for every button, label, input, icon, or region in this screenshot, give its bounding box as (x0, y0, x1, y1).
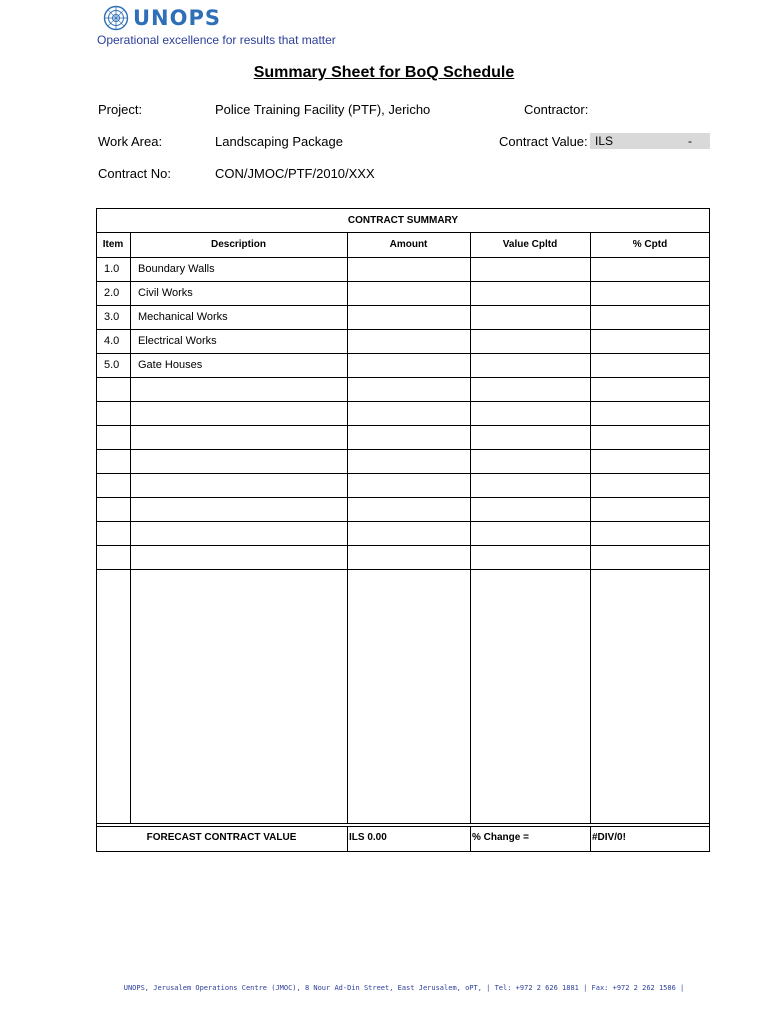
grid-line (347, 232, 348, 823)
change-value: #DIV/0! (592, 832, 626, 843)
header-value-cpltd: Value Cpltd (502, 239, 558, 250)
grid-line (96, 425, 710, 426)
row-5-description: Gate Houses (138, 359, 203, 371)
contract-no-value: CON/JMOC/PTF/2010/XXX (215, 166, 375, 181)
grid-line (590, 232, 591, 823)
unops-logo (103, 5, 221, 31)
row-2-description: Civil Works (138, 287, 193, 299)
grid-line (96, 521, 710, 522)
forecast-amount: ILS 0.00 (349, 832, 387, 843)
contract-no-label: Contract No: (98, 166, 171, 181)
table-title: CONTRACT SUMMARY (347, 215, 459, 226)
header-item: Item (102, 239, 124, 250)
grid-line (96, 569, 710, 570)
forecast-label: FORECAST CONTRACT VALUE (146, 832, 297, 843)
grid-line (470, 232, 471, 823)
grid-line (470, 826, 471, 852)
project-value: Police Training Facility (PTF), Jericho (215, 102, 431, 117)
row-4-item: 4.0 (104, 335, 120, 347)
change-label: % Change = (472, 832, 529, 843)
grid-line (96, 401, 710, 402)
contractor-label: Contractor: (524, 102, 589, 117)
row-2-item: 2.0 (104, 287, 120, 299)
row-3-item: 3.0 (104, 311, 120, 323)
grid-line (96, 377, 710, 378)
work-area-value: Landscaping Package (215, 134, 343, 149)
row-3-description: Mechanical Works (138, 311, 228, 323)
un-emblem-icon (103, 5, 129, 31)
work-area-label: Work Area: (98, 134, 163, 149)
tagline: Operational excellence for results that matter (97, 33, 336, 47)
contract-value-amount: - (688, 134, 692, 148)
header-description: Description (210, 239, 266, 250)
grid-line (96, 823, 710, 824)
contract-value-currency: ILS (595, 134, 614, 148)
row-4-description: Electrical Works (138, 335, 217, 347)
page-title: Summary Sheet for BoQ Schedule (253, 64, 515, 81)
grid-line (96, 473, 710, 474)
header-pct-cptd: % Cptd (632, 239, 668, 250)
contract-value-label: Contract Value: (499, 134, 588, 149)
row-5-item: 5.0 (104, 359, 120, 371)
logo-wordmark: UNOPS (133, 6, 221, 30)
header-amount: Amount (389, 239, 428, 250)
page-footer: UNOPS, Jerusalem Operations Centre (JMOC), 8 Nour Ad-Din Street, East Jerusalem, oPT, | Tel: +972 2 626 1881 | Fax: +972 2 262 1586 | (123, 984, 685, 992)
grid-line (96, 449, 710, 450)
row-1-description: Boundary Walls (138, 263, 215, 275)
grid-line (130, 232, 131, 823)
grid-line (347, 826, 348, 852)
grid-line (590, 826, 591, 852)
grid-line (96, 545, 710, 546)
contract-value-field (590, 133, 710, 149)
project-label: Project: (98, 102, 143, 117)
grid-line (96, 497, 710, 498)
row-1-item: 1.0 (104, 263, 120, 275)
